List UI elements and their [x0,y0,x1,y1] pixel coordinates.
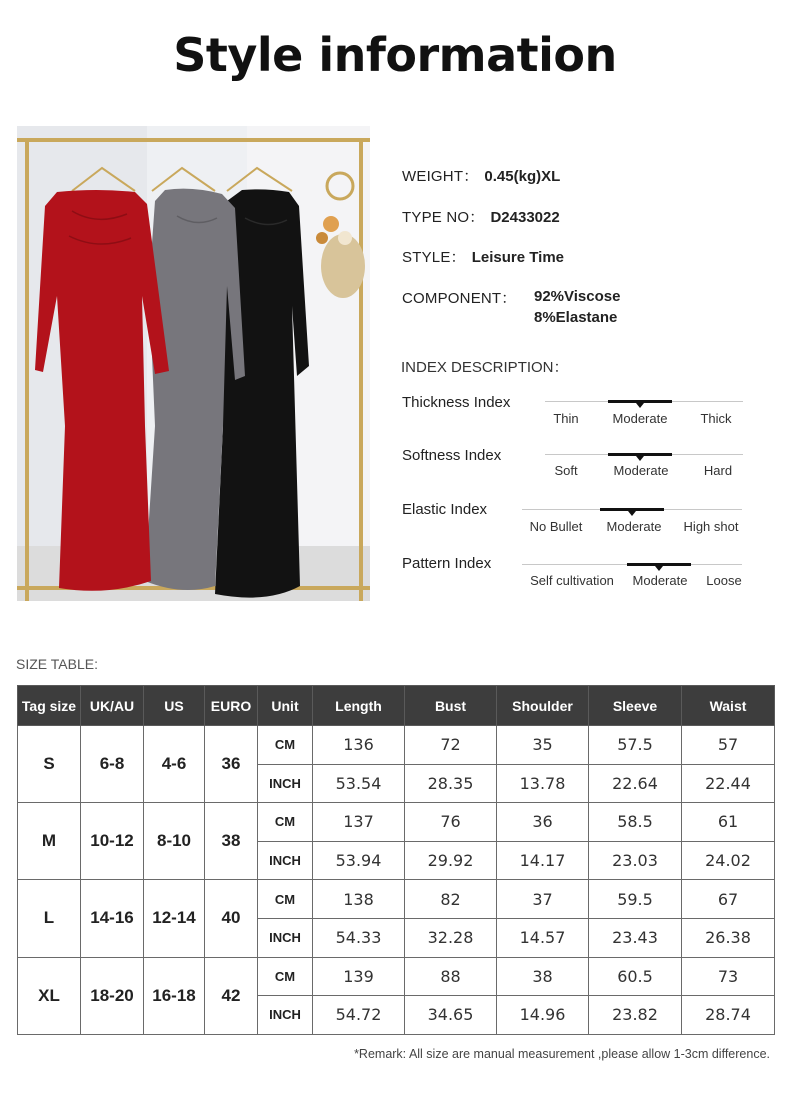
style-label: STYLE： [402,249,466,266]
us-cell: 4-6 [144,726,205,803]
euro-cell: 40 [205,880,258,957]
size-table-header-row [18,686,775,726]
length-cell: 138 [313,880,405,919]
sleeve-cell: 22.64 [589,764,682,803]
unit-cell: INCH [258,996,313,1035]
waist-cell: 28.74 [682,996,775,1035]
shoulder-cell: 37 [497,880,589,919]
sleeve-cell: 57.5 [589,726,682,765]
component-row [402,287,517,308]
shoulder-cell: 38 [497,957,589,996]
length-cell: 54.33 [313,918,405,957]
type-row [402,206,560,227]
sleeve-cell: 23.82 [589,996,682,1035]
unit-cell: CM [258,957,313,996]
us-cell: 8-10 [144,803,205,880]
uk-au-cell: 10-12 [81,803,144,880]
weight-value: 0.45(kg)XL [484,168,561,185]
softness-index-marker [636,456,644,461]
table-row [18,726,775,765]
shoulder-cell: 36 [497,803,589,842]
shoulder-cell: 14.57 [497,918,589,957]
euro-cell: 38 [205,803,258,880]
euro-cell: 36 [205,726,258,803]
waist-cell: 73 [682,957,775,996]
tag-size-cell: S [18,726,81,803]
bust-cell: 82 [405,880,497,919]
us-cell: 16-18 [144,957,205,1034]
pattern-option-moderate: Moderate [632,573,688,588]
header-us: US [144,686,205,726]
length-cell: 137 [313,803,405,842]
bust-cell: 76 [405,803,497,842]
bust-cell: 34.65 [405,996,497,1035]
type-value: D2433022 [490,209,560,226]
length-cell: 54.72 [313,996,405,1035]
type-label: TYPE NO： [402,209,485,226]
unit-cell: INCH [258,764,313,803]
length-cell: 136 [313,726,405,765]
header-euro: EURO [205,686,258,726]
shoulder-cell: 14.17 [497,841,589,880]
tag-size-cell: L [18,880,81,957]
thickness-index-marker [636,403,644,408]
sleeve-cell: 58.5 [589,803,682,842]
softness-index-label: Softness Index [402,447,502,464]
pattern-index-label: Pattern Index [402,555,492,572]
style-value: Leisure Time [471,249,564,266]
uk-au-cell: 18-20 [81,957,144,1034]
thickness-option-thick: Thick [700,411,732,426]
waist-cell: 26.38 [682,918,775,957]
header-shoulder: Shoulder [497,686,589,726]
header-length: Length [313,686,405,726]
unit-cell: CM [258,880,313,919]
weight-label: WEIGHT： [402,168,479,185]
pattern-option-self-cultivation: Self cultivation [530,573,614,588]
thickness-index-label: Thickness Index [402,394,511,411]
shoulder-cell: 13.78 [497,764,589,803]
length-cell: 53.94 [313,841,405,880]
index-description-heading: INDEX DESCRIPTION： [401,359,569,376]
elastic-option-moderate: Moderate [606,519,662,534]
unit-cell: INCH [258,918,313,957]
remark-note: *Remark: All size are manual measurement ,please allow 1-3cm difference. [354,1047,770,1061]
header-bust: Bust [405,686,497,726]
size-table [17,685,775,1035]
unit-cell: INCH [258,841,313,880]
shoulder-cell: 35 [497,726,589,765]
table-row [18,957,775,996]
waist-cell: 67 [682,880,775,919]
waist-cell: 57 [682,726,775,765]
pattern-index-marker [655,566,663,571]
tag-size-cell: XL [18,957,81,1034]
table-row [18,803,775,842]
bust-cell: 29.92 [405,841,497,880]
unit-cell: CM [258,726,313,765]
elastic-option-high-shot: High shot [683,519,739,534]
page-title: Style information [173,28,617,82]
component-label: COMPONENT： [402,290,517,307]
bust-cell: 88 [405,957,497,996]
tag-size-cell: M [18,803,81,880]
bust-cell: 28.35 [405,764,497,803]
thickness-option-moderate: Moderate [612,411,668,426]
thickness-option-thin: Thin [553,411,579,426]
waist-cell: 22.44 [682,764,775,803]
header-unit: Unit [258,686,313,726]
bust-cell: 72 [405,726,497,765]
length-cell: 53.54 [313,764,405,803]
pattern-option-loose: Loose [706,573,742,588]
elastic-index-label: Elastic Index [402,501,488,518]
component-value-1: 92%Viscose [534,288,621,305]
shoulder-cell: 14.96 [497,996,589,1035]
waist-cell: 61 [682,803,775,842]
sleeve-cell: 23.03 [589,841,682,880]
sleeve-cell: 60.5 [589,957,682,996]
size-table-heading: SIZE TABLE: [16,656,98,672]
length-cell: 139 [313,957,405,996]
elastic-index-marker [628,511,636,516]
euro-cell: 42 [205,957,258,1034]
sleeve-cell: 59.5 [589,880,682,919]
header-sleeve: Sleeve [589,686,682,726]
uk-au-cell: 6-8 [81,726,144,803]
sleeve-cell: 23.43 [589,918,682,957]
uk-au-cell: 14-16 [81,880,144,957]
unit-cell: CM [258,803,313,842]
softness-option-hard: Hard [703,463,733,478]
softness-option-moderate: Moderate [613,463,669,478]
weight-row [402,165,560,186]
header-uk-au: UK/AU [81,686,144,726]
product-photo [17,126,370,601]
style-row [402,246,564,267]
header-tag-size: Tag size [18,686,81,726]
table-row [18,880,775,919]
us-cell: 12-14 [144,880,205,957]
waist-cell: 24.02 [682,841,775,880]
elastic-option-no-bullet: No Bullet [529,519,583,534]
bust-cell: 32.28 [405,918,497,957]
softness-option-soft: Soft [554,463,578,478]
component-value-2: 8%Elastane [534,309,618,326]
header-waist: Waist [682,686,775,726]
